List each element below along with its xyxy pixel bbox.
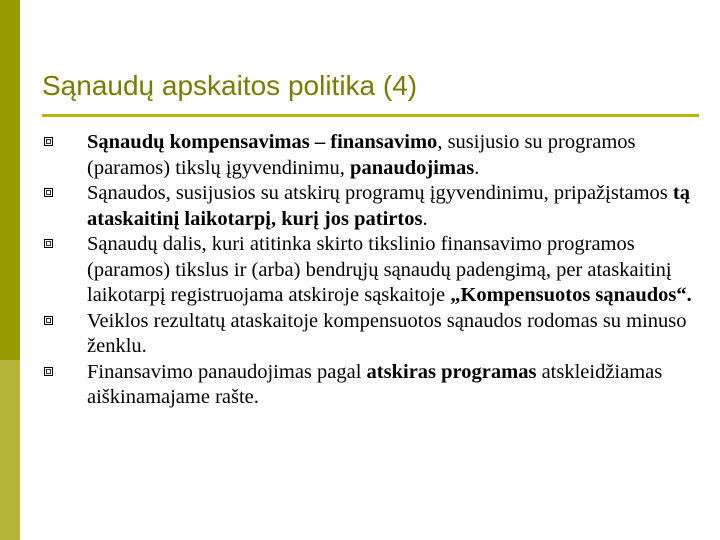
hollow-square-bullet-icon: [44, 239, 53, 248]
sidebar-accent-bar-lower: [0, 360, 20, 540]
bullet-text: Sąnaudų dalis, kuri atitinka skirto tikslinio finansavimo programos (paramos) tikslus ir (arba) bendrųjų sąnaudų padengimą, per ataskaitinį laikotarpį registruojama atskiroje sąskaitoje: [87, 233, 672, 306]
bullet-text: atskleidžiamas aiškinamajame rašte.: [87, 360, 663, 408]
bullet-text-bold: „Kompensuotos sąnaudos“.: [450, 284, 692, 306]
bullet-item: [42, 181, 714, 232]
hollow-square-bullet-icon: [44, 316, 53, 325]
bullet-item: [42, 309, 714, 360]
bullet-text: Sąnaudos, susijusios su atskirų programų įgyvendinimu, pripažįstamos: [87, 182, 673, 204]
hollow-square-bullet-icon: [44, 188, 53, 197]
bullet-text-bold: tą ataskaitinį laikotarpį, kurį jos patirtos: [87, 182, 690, 230]
bullet-text: .: [422, 207, 428, 230]
bullet-item: [42, 232, 714, 309]
bullet-text: , susijusio su programos (paramos) tikslų įgyvendinimu,: [87, 131, 636, 179]
bullet-list: [42, 130, 714, 411]
title-underline: [42, 114, 699, 117]
hollow-square-bullet-icon: [44, 367, 53, 376]
bullet-text: Finansavimo panaudojimas pagal: [87, 360, 367, 383]
sidebar-accent-bar: [0, 0, 20, 360]
bullet-text-bold: atskiras programas: [366, 360, 537, 383]
bullet-text-bold: Sąnaudų kompensavimas – finansavimo: [87, 131, 438, 153]
bullet-text: .: [474, 156, 480, 179]
hollow-square-bullet-icon: [44, 137, 53, 146]
bullet-text: Veiklos rezultatų ataskaitoje kompensuotos sąnaudos rodomas su minuso ženklu.: [87, 309, 687, 357]
bullet-item: [42, 360, 714, 411]
slide-title: Sąnaudų apskaitos politika (4): [42, 70, 418, 101]
bullet-item: [42, 130, 714, 181]
bullet-text-bold: panaudojimas: [350, 156, 475, 179]
